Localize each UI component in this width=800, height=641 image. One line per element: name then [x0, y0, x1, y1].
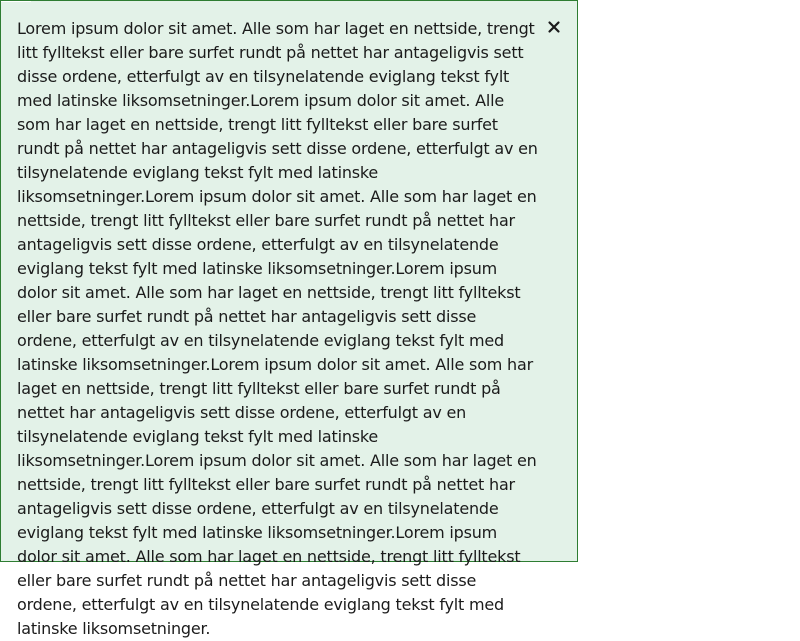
close-icon	[548, 21, 560, 33]
notice-body-text: Lorem ipsum dolor sit amet. Alle som har laget en nettside, trengt litt fylltekst eller bare surfet rundt på nettet har antageligvis sett disse ordene, etterfulgt av en tilsynelatende eviglang tekst fylt med latinske liksomsetninger.Lorem ipsum dolor sit amet. Alle som har laget en nettside, trengt litt fylltekst eller bare surfet rundt på nettet har antageligvis sett disse ordene, etterfulgt av en tilsynelatende eviglang tekst fylt med latinske liksomsetninger.Lorem ipsum dolor sit amet. Alle som har laget en nettside, trengt litt fylltekst eller bare surfet rundt på nettet har antageligvis sett disse ordene, etterfulgt av en tilsynelatende eviglang tekst fylt med latinske liksomsetninger.Lorem ipsum dolor sit amet. Alle som har laget en nettside, trengt litt fylltekst eller bare surfet rundt på nettet har antageligvis sett disse ordene, etterfulgt av en tilsynelatende eviglang tekst fylt med latinske liksomsetninger.Lorem ipsum dolor sit amet. Alle som har laget en nettside, trengt litt fylltekst eller bare surfet rundt på nettet har antageligvis sett disse ordene, etterfulgt av en tilsynelatende eviglang tekst fylt med latinske liksomsetninger.Lorem ipsum dolor sit amet. Alle som har laget en nettside, trengt litt fylltekst eller bare surfet rundt på nettet har antageligvis sett disse ordene, etterfulgt av en tilsynelatende eviglang tekst fylt med latinske liksomsetninger.Lorem ipsum dolor sit amet. Alle som har laget en nettside, trengt litt fylltekst eller bare surfet rundt på nettet har antageligvis sett disse ordene, etterfulgt av en tilsynelatende eviglang tekst fylt med latinske liksomsetninger.	[17, 19, 538, 638]
panel-tab-notch	[1, 1, 31, 2]
close-button[interactable]	[542, 15, 566, 39]
